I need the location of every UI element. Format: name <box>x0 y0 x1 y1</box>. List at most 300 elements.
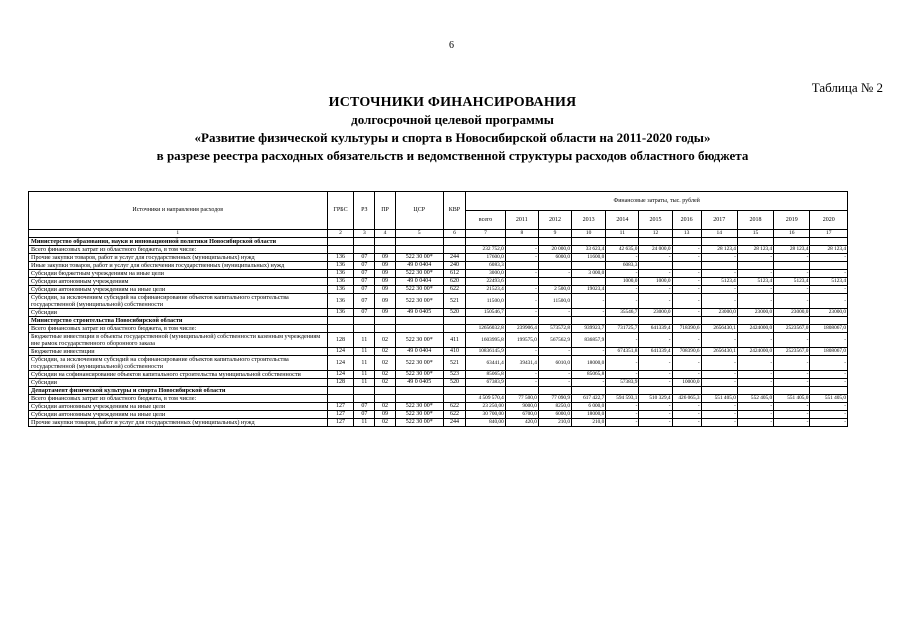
cell-value <box>701 262 737 270</box>
cell-rz: 11 <box>354 419 375 427</box>
cell-grbs: 136 <box>327 262 354 270</box>
cell-value: - <box>639 379 672 387</box>
row-name: Субсидии автономным учреждениям на иные цели <box>29 411 328 419</box>
cell-value: - <box>737 371 773 379</box>
cell-value: - <box>737 333 773 348</box>
cell-value: - <box>810 286 848 294</box>
row-name: Прочие закупки товаров, работ и услуг для государственных (муниципальных) нужд <box>29 254 328 262</box>
cell-pr: 02 <box>375 371 396 379</box>
cell-value: 551 405,0 <box>810 395 848 403</box>
page-number: 6 <box>449 40 454 51</box>
cell-value: - <box>505 348 538 356</box>
cell-value: 420,0 <box>505 419 538 427</box>
cell-pr: 02 <box>375 333 396 348</box>
cell-value: - <box>572 309 606 317</box>
row-name: Субсидии автономным учреждениям на иные цели <box>29 286 328 294</box>
cell-value: - <box>810 419 848 427</box>
cell-value: 85065,8 <box>572 371 606 379</box>
cell-value: - <box>701 333 737 348</box>
cell-value: 3 000,0 <box>572 270 606 278</box>
cell-value: 674351,8 <box>606 348 639 356</box>
cell-value: - <box>810 411 848 419</box>
cell-value: - <box>639 411 672 419</box>
cell-value: 1603995,8 <box>466 333 505 348</box>
column-index: 2 <box>327 230 354 238</box>
cell-value: - <box>774 294 810 309</box>
cell-value: 2656430,1 <box>701 348 737 356</box>
cell-value: 2656430,1 <box>701 325 737 333</box>
cell-value: 573572,8 <box>538 325 571 333</box>
cell-value: - <box>701 403 737 411</box>
cell-value: 5123,4 <box>737 278 773 286</box>
cell-value: 10836145,9 <box>466 348 505 356</box>
column-index: 17 <box>810 230 848 238</box>
empty-cell <box>672 317 701 325</box>
header-rz: РЗ <box>354 192 375 230</box>
empty-cell <box>572 387 606 395</box>
empty-cell <box>443 317 466 325</box>
empty-cell <box>354 387 375 395</box>
row-name: Иные закупки товаров, работ и услуг для обеспечения государственных (муниципальных) нужд <box>29 262 328 270</box>
row-name: Субсидии, за исключением субсидий на софинансирование объектов капитального строительства государственной (муниципальной) собственности <box>29 356 328 371</box>
row-name: Всего финансовых затрат из областного бюджета, в том числе: <box>29 325 328 333</box>
row-name: Прочие закупки товаров, работ и услуг для государственных (муниципальных) нужд <box>29 419 328 427</box>
cell-value: - <box>774 270 810 278</box>
cell-value: - <box>672 294 701 309</box>
cell-csr: 522 30 00* <box>395 419 443 427</box>
empty-cell <box>395 238 443 246</box>
empty-cell <box>395 387 443 395</box>
cell-pr: 09 <box>375 294 396 309</box>
financing-table <box>28 191 848 427</box>
empty-cell <box>466 317 505 325</box>
cell-value: - <box>737 356 773 371</box>
empty-cell <box>672 238 701 246</box>
empty-cell <box>538 238 571 246</box>
empty-cell <box>443 238 466 246</box>
cell-csr: 522 30 00* <box>395 411 443 419</box>
column-index: 10 <box>572 230 606 238</box>
cell-csr: 522 30 00* <box>395 371 443 379</box>
cell-pr: 09 <box>375 254 396 262</box>
cell-value: - <box>810 356 848 371</box>
cell-value: 551 405,0 <box>774 395 810 403</box>
column-index: 13 <box>672 230 701 238</box>
cell-value: - <box>639 254 672 262</box>
cell-value: - <box>505 379 538 387</box>
cell-value: - <box>737 419 773 427</box>
header-year: 2013 <box>572 211 606 230</box>
cell-csr <box>395 325 443 333</box>
row-name: Субсидии <box>29 309 328 317</box>
cell-value: 6 000,0 <box>572 403 606 411</box>
empty-cell <box>375 387 396 395</box>
cell-pr: 09 <box>375 262 396 270</box>
cell-value: 6700,0 <box>505 411 538 419</box>
cell-value: 63441,4 <box>466 356 505 371</box>
cell-value: - <box>774 254 810 262</box>
cell-value: - <box>639 356 672 371</box>
cell-grbs: 124 <box>327 348 354 356</box>
table-row <box>29 262 848 270</box>
header-kvr: КВР <box>443 192 466 230</box>
cell-value: 11500,0 <box>538 294 571 309</box>
cell-value: - <box>639 371 672 379</box>
cell-value: - <box>639 270 672 278</box>
empty-cell <box>639 317 672 325</box>
cell-rz: 11 <box>354 348 375 356</box>
column-index: 6 <box>443 230 466 238</box>
cell-value: - <box>639 403 672 411</box>
cell-value: - <box>672 356 701 371</box>
table-row <box>29 379 848 387</box>
cell-value: 239906,4 <box>505 325 538 333</box>
cell-value: - <box>672 254 701 262</box>
cell-value: - <box>774 356 810 371</box>
empty-cell <box>737 238 773 246</box>
cell-value: 23000,0 <box>737 309 773 317</box>
cell-kvr: 521 <box>443 356 466 371</box>
cell-value: 2424000,0 <box>737 348 773 356</box>
cell-pr: 02 <box>375 419 396 427</box>
cell-value: - <box>572 294 606 309</box>
cell-value: - <box>810 294 848 309</box>
cell-value: 617 422,7 <box>572 395 606 403</box>
row-name: Субсидии автономным учреждениям на иные цели <box>29 403 328 411</box>
empty-cell <box>606 238 639 246</box>
cell-grbs: 127 <box>327 411 354 419</box>
cell-value: 11600,0 <box>572 254 606 262</box>
cell-value: - <box>672 403 701 411</box>
cell-value <box>538 262 571 270</box>
document-scope: в разрезе реестра расходных обязательств и ведомственной структуры расходов областного бюджета <box>156 148 749 163</box>
cell-rz <box>354 325 375 333</box>
table-row <box>29 333 848 348</box>
cell-value: - <box>505 371 538 379</box>
cell-value: - <box>606 403 639 411</box>
cell-value: 17600,0 <box>466 254 505 262</box>
cell-value: 3000,0 <box>466 270 505 278</box>
cell-value: 28 123,4 <box>810 246 848 254</box>
cell-value: - <box>774 419 810 427</box>
empty-cell <box>701 387 737 395</box>
cell-value: - <box>639 286 672 294</box>
cell-value: 708390,6 <box>672 348 701 356</box>
empty-cell <box>810 387 848 395</box>
empty-cell <box>639 387 672 395</box>
cell-rz: 07 <box>354 270 375 278</box>
cell-value: - <box>737 286 773 294</box>
cell-csr: 522 30 00* <box>395 333 443 348</box>
cell-rz: 07 <box>354 411 375 419</box>
header-year: 2014 <box>606 211 639 230</box>
cell-csr: 49 0 0405 <box>395 309 443 317</box>
empty-cell <box>327 317 354 325</box>
cell-value: - <box>672 278 701 286</box>
empty-cell <box>701 238 737 246</box>
empty-cell <box>443 387 466 395</box>
empty-cell <box>375 317 396 325</box>
cell-value: 18000,0 <box>572 356 606 371</box>
cell-grbs: 128 <box>327 333 354 348</box>
cell-rz: 11 <box>354 333 375 348</box>
cell-value: 23000,0 <box>774 309 810 317</box>
column-index: 8 <box>505 230 538 238</box>
cell-value: - <box>701 254 737 262</box>
empty-cell <box>774 238 810 246</box>
empty-cell <box>810 317 848 325</box>
column-index: 4 <box>375 230 396 238</box>
cell-kvr <box>443 325 466 333</box>
empty-cell <box>737 387 773 395</box>
cell-grbs: 136 <box>327 254 354 262</box>
cell-kvr: 523 <box>443 371 466 379</box>
table-row <box>29 371 848 379</box>
cell-value: 12656032,8 <box>466 325 505 333</box>
cell-rz: 07 <box>354 294 375 309</box>
empty-cell <box>505 317 538 325</box>
cell-pr <box>375 325 396 333</box>
empty-cell <box>466 238 505 246</box>
cell-pr <box>375 246 396 254</box>
cell-value: 6083,3 <box>606 262 639 270</box>
cell-rz: 07 <box>354 309 375 317</box>
table-row <box>29 325 848 333</box>
cell-value: 22493,6 <box>466 278 505 286</box>
cell-value: 594 593,1 <box>606 395 639 403</box>
cell-csr: 49 0 0404 <box>395 278 443 286</box>
cell-grbs: 127 <box>327 419 354 427</box>
cell-grbs: 136 <box>327 294 354 309</box>
cell-value: 28 123,4 <box>774 246 810 254</box>
cell-value: - <box>701 270 737 278</box>
header-grbs: ГРБС <box>327 192 354 230</box>
cell-kvr: 612 <box>443 270 466 278</box>
cell-grbs: 136 <box>327 309 354 317</box>
cell-value: - <box>774 379 810 387</box>
cell-value: - <box>505 286 538 294</box>
cell-value: 33 623,4 <box>572 246 606 254</box>
cell-value: 85065,8 <box>466 371 505 379</box>
cell-value: 5123,4 <box>701 278 737 286</box>
cell-kvr: 520 <box>443 309 466 317</box>
program-name: «Развитие физической культуры и спорта в Новосибирской области на 2011-2020 годы» <box>194 130 711 145</box>
section-title: Министерство образования, науки и инновационной политики Новосибирской области <box>29 238 328 246</box>
column-index: 9 <box>538 230 571 238</box>
cell-value: 836857,9 <box>572 333 606 348</box>
cell-value: - <box>810 371 848 379</box>
cell-grbs: 136 <box>327 278 354 286</box>
cell-value: 2523567,0 <box>774 325 810 333</box>
cell-value: - <box>505 294 538 309</box>
cell-csr: 49 0 0404 <box>395 348 443 356</box>
cell-value: - <box>606 286 639 294</box>
cell-grbs: 124 <box>327 371 354 379</box>
cell-csr: 49 0 0405 <box>395 379 443 387</box>
cell-pr: 09 <box>375 411 396 419</box>
cell-rz: 07 <box>354 403 375 411</box>
cell-value <box>572 278 606 286</box>
table-row <box>29 403 848 411</box>
cell-value: - <box>701 294 737 309</box>
cell-grbs <box>327 246 354 254</box>
table-row <box>29 309 848 317</box>
empty-cell <box>538 317 571 325</box>
cell-value: 551 405,0 <box>701 395 737 403</box>
cell-grbs: 127 <box>327 403 354 411</box>
row-name: Всего финансовых затрат из областного бюджета, в том числе: <box>29 246 328 254</box>
cell-value: 57383,9 <box>606 379 639 387</box>
cell-value: 6000,0 <box>538 254 571 262</box>
cell-kvr: 622 <box>443 403 466 411</box>
cell-value: - <box>672 371 701 379</box>
cell-value: - <box>572 348 606 356</box>
cell-value: 77 090,9 <box>538 395 571 403</box>
cell-value: - <box>639 333 672 348</box>
cell-value: 641339,4 <box>639 348 672 356</box>
cell-pr: 02 <box>375 379 396 387</box>
header-year: 2020 <box>810 211 848 230</box>
cell-rz <box>354 246 375 254</box>
cell-value: 23000,0 <box>810 309 848 317</box>
cell-value: 840,00 <box>466 419 505 427</box>
cell-value <box>774 262 810 270</box>
cell-value: 210,0 <box>572 419 606 427</box>
cell-value: 24 000,0 <box>639 246 672 254</box>
cell-value: 731725,7 <box>606 325 639 333</box>
cell-value: 2523567,0 <box>774 348 810 356</box>
cell-value: - <box>737 270 773 278</box>
cell-value: - <box>810 379 848 387</box>
row-name: Бюджетные инвестиции в объекты государственной (муниципальной) собственности казенным учреждениям вне рамок государственного оборонного заказа <box>29 333 328 348</box>
cell-value <box>810 262 848 270</box>
cell-pr: 02 <box>375 403 396 411</box>
empty-cell <box>572 238 606 246</box>
cell-value <box>572 262 606 270</box>
cell-kvr: 622 <box>443 411 466 419</box>
cell-value: 28 123,4 <box>737 246 773 254</box>
cell-value: 1808067,0 <box>810 348 848 356</box>
cell-value: - <box>672 286 701 294</box>
cell-kvr: 520 <box>443 379 466 387</box>
cell-value: - <box>810 270 848 278</box>
row-name: Всего финансовых затрат из областного бюджета, в том числе: <box>29 395 328 403</box>
cell-rz <box>354 395 375 403</box>
header-year: 2018 <box>737 211 773 230</box>
section-title: Департамент физической культуры и спорта Новосибирской области <box>29 387 328 395</box>
cell-value: 641339,4 <box>639 325 672 333</box>
cell-pr: 09 <box>375 278 396 286</box>
table-row <box>29 356 848 371</box>
section-row <box>29 387 848 395</box>
cell-value: - <box>606 333 639 348</box>
header-year: 2012 <box>538 211 571 230</box>
document-title: ИСТОЧНИКИ ФИНАНСИРОВАНИЯ <box>328 95 577 110</box>
cell-value: - <box>606 294 639 309</box>
cell-value <box>672 262 701 270</box>
cell-csr: 522 30 00* <box>395 270 443 278</box>
cell-value: - <box>672 333 701 348</box>
cell-value: - <box>701 379 737 387</box>
cell-value <box>737 262 773 270</box>
empty-cell <box>505 387 538 395</box>
cell-value: - <box>701 411 737 419</box>
header-year: 2019 <box>774 211 810 230</box>
empty-cell <box>606 317 639 325</box>
cell-value: - <box>639 294 672 309</box>
cell-value: 67383,9 <box>466 379 505 387</box>
cell-value: 552 405,0 <box>737 395 773 403</box>
cell-value: - <box>538 348 571 356</box>
cell-rz: 07 <box>354 254 375 262</box>
header-costs-group: Финансовые затраты, тыс. рублей <box>466 192 848 211</box>
cell-value: - <box>606 356 639 371</box>
cell-kvr: 620 <box>443 278 466 286</box>
cell-kvr <box>443 246 466 254</box>
cell-value: 426 065,3 <box>672 395 701 403</box>
cell-value: 77 500,0 <box>505 395 538 403</box>
cell-value: 8250,0 <box>538 403 571 411</box>
cell-value: 150546,7 <box>466 309 505 317</box>
section-row <box>29 238 848 246</box>
cell-value: - <box>606 270 639 278</box>
cell-grbs: 136 <box>327 270 354 278</box>
cell-value: - <box>538 379 571 387</box>
row-name: Субсидии <box>29 379 328 387</box>
table-row <box>29 254 848 262</box>
table-row <box>29 294 848 309</box>
cell-value: 232 752,0 <box>466 246 505 254</box>
cell-value: - <box>701 356 737 371</box>
cell-grbs <box>327 325 354 333</box>
column-index: 3 <box>354 230 375 238</box>
cell-csr <box>395 246 443 254</box>
empty-cell <box>774 317 810 325</box>
cell-kvr: 622 <box>443 286 466 294</box>
column-index: 12 <box>639 230 672 238</box>
empty-cell <box>774 387 810 395</box>
cell-pr: 02 <box>375 356 396 371</box>
cell-value <box>505 278 538 286</box>
cell-value: - <box>774 403 810 411</box>
cell-rz: 07 <box>354 262 375 270</box>
table-row <box>29 395 848 403</box>
cell-value: 210,0 <box>538 419 571 427</box>
section-row <box>29 317 848 325</box>
cell-value: - <box>538 270 571 278</box>
cell-value: - <box>810 333 848 348</box>
cell-csr: 522 30 00* <box>395 286 443 294</box>
cell-value: 42 635,0 <box>606 246 639 254</box>
cell-value: 2424000,0 <box>737 325 773 333</box>
cell-value: - <box>774 333 810 348</box>
cell-value: - <box>737 294 773 309</box>
cell-grbs: 128 <box>327 379 354 387</box>
empty-cell <box>327 238 354 246</box>
cell-kvr: 411 <box>443 333 466 348</box>
cell-rz: 07 <box>354 286 375 294</box>
header-year: 2015 <box>639 211 672 230</box>
cell-rz: 11 <box>354 379 375 387</box>
cell-value: 23000,0 <box>639 309 672 317</box>
cell-value: - <box>606 371 639 379</box>
cell-value: - <box>774 371 810 379</box>
cell-csr <box>395 395 443 403</box>
column-index: 16 <box>774 230 810 238</box>
header-pr: ПР <box>375 192 396 230</box>
header-sources: Источники и направления расходов <box>29 192 328 230</box>
cell-value <box>538 278 571 286</box>
